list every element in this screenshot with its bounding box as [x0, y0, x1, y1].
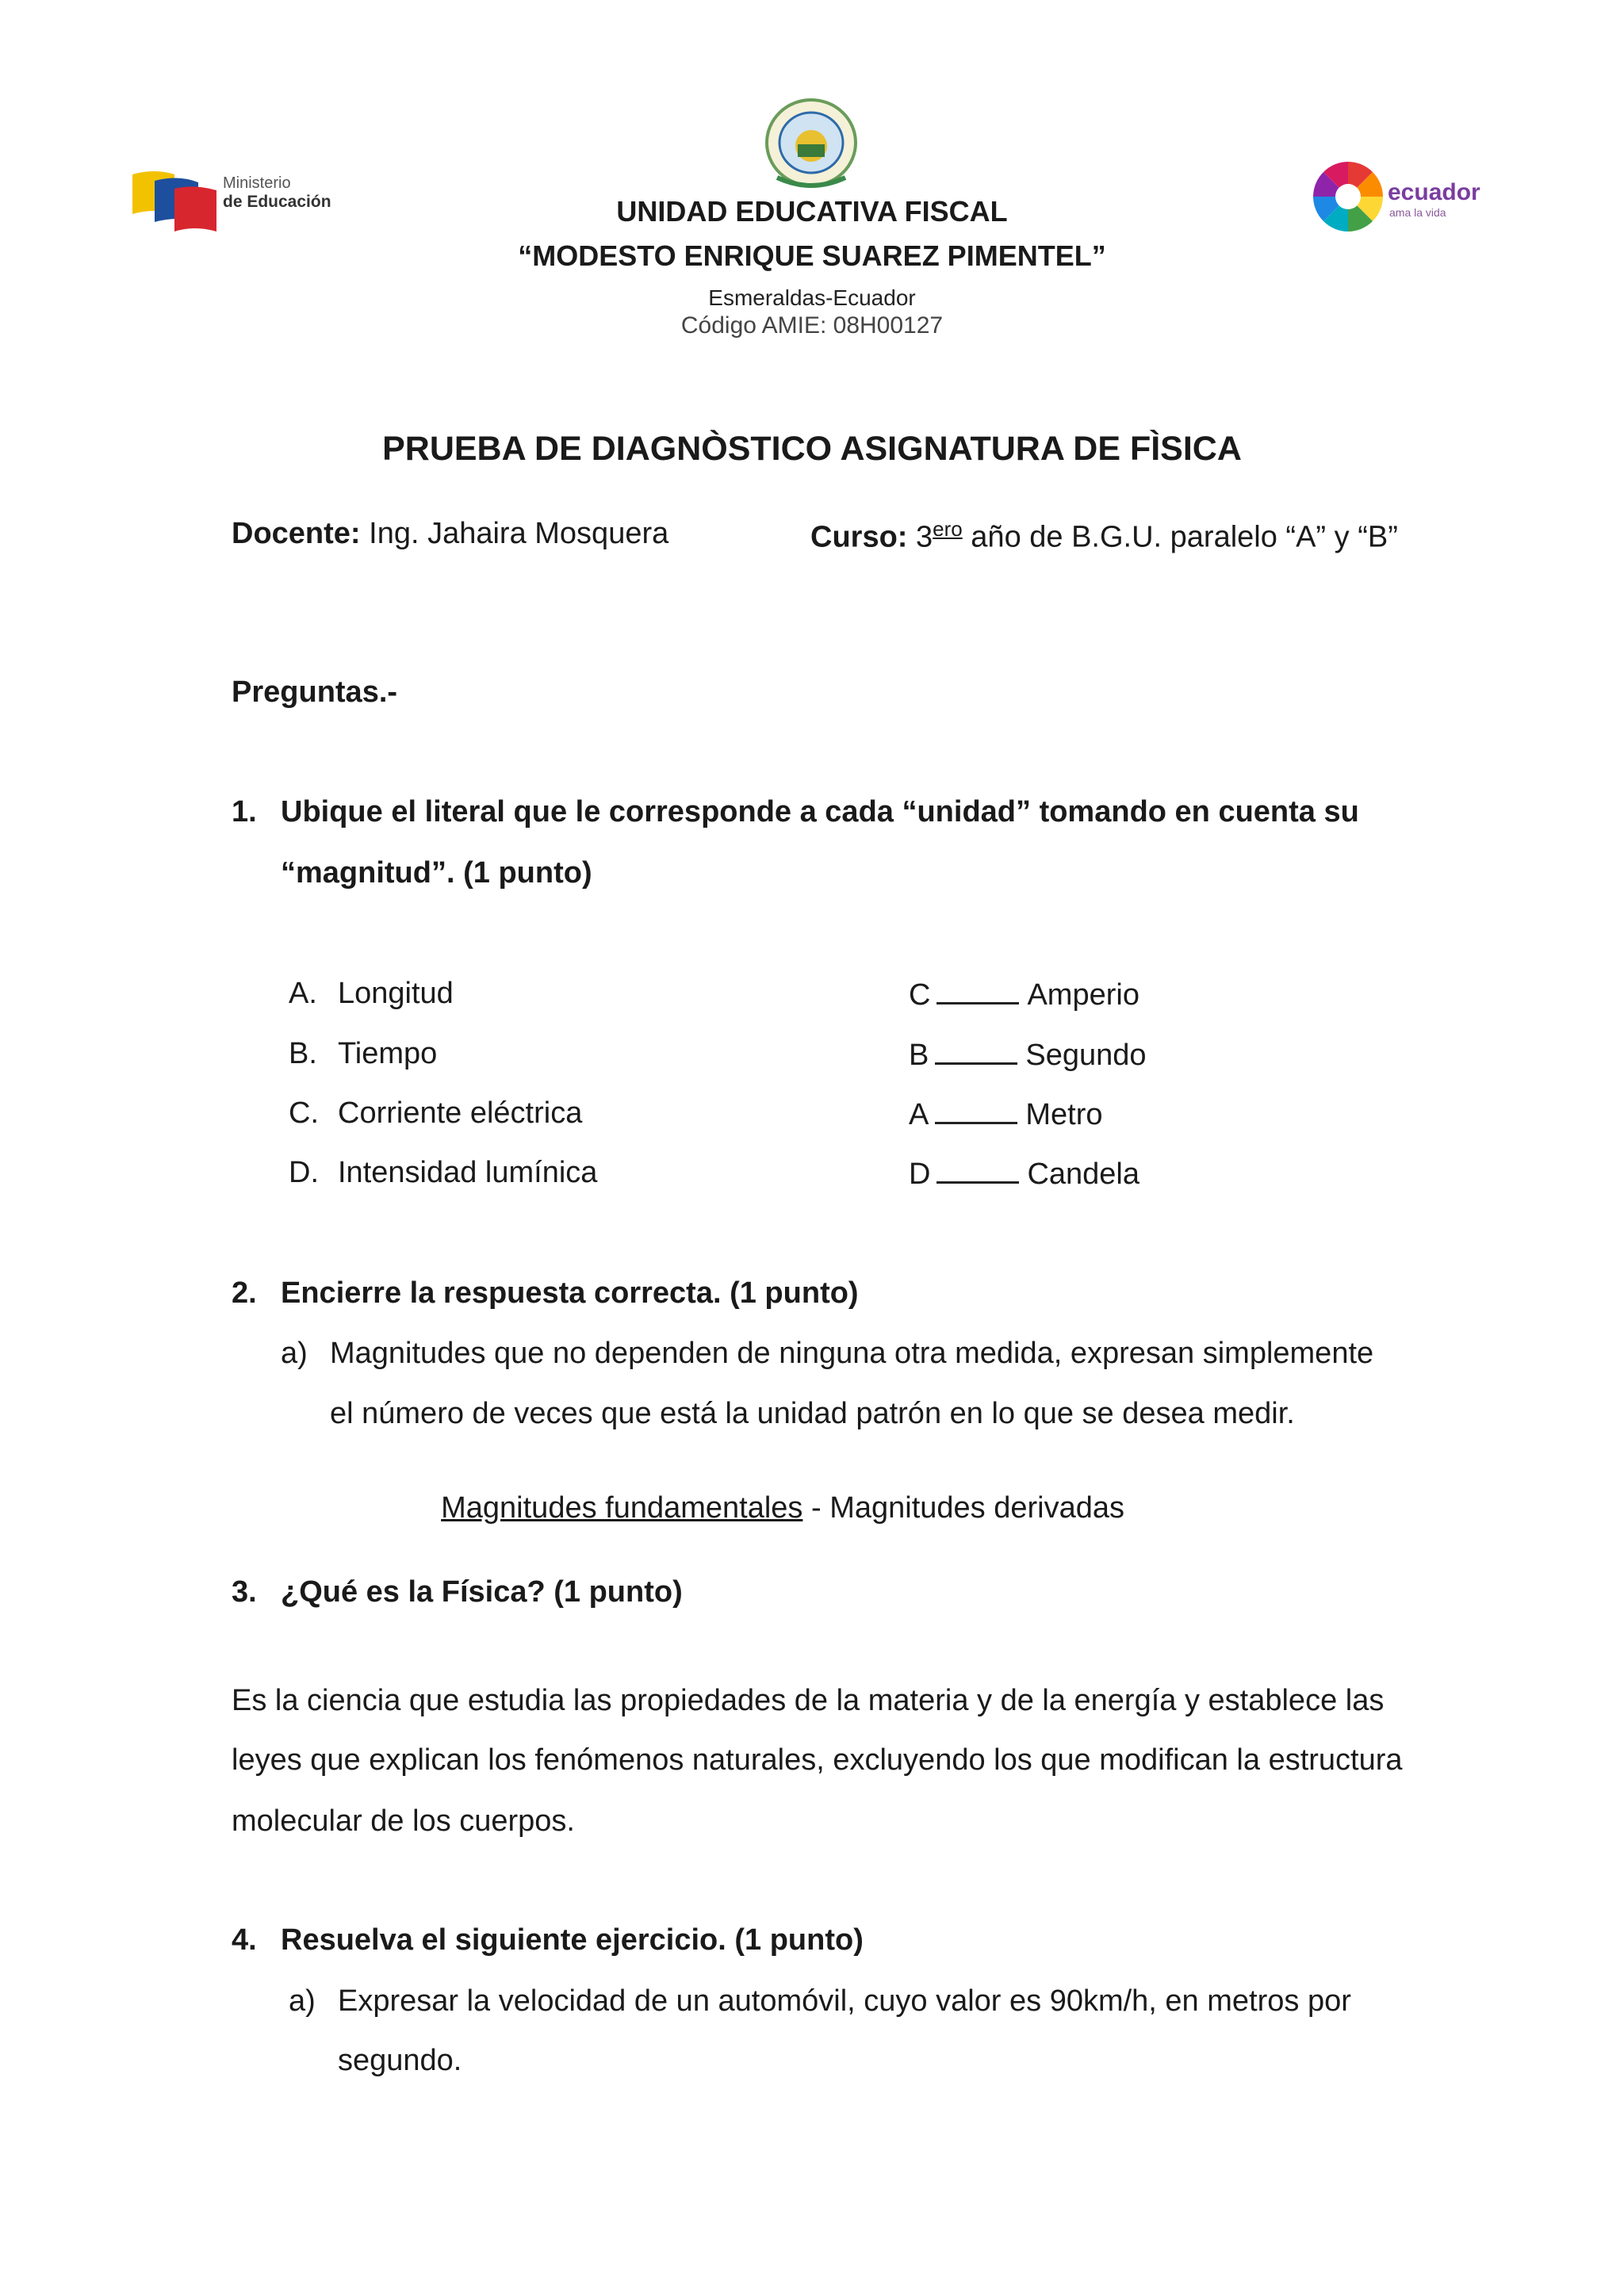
q1-unit: Candela: [1027, 1158, 1140, 1191]
school-crest: [763, 97, 860, 192]
ecuador-brand: ecuador: [1388, 179, 1480, 205]
q3-answer-line3: molecular de los cuerpos.: [232, 1804, 575, 1838]
q1-right-item: [909, 1096, 1103, 1132]
curso-line: [810, 517, 1398, 555]
ministry-line2: de Educación: [223, 193, 331, 211]
q1-left-letter: A.: [289, 977, 317, 1010]
q1-answer: B: [909, 1039, 929, 1072]
school-location: Esmeraldas-Ecuador: [708, 285, 916, 310]
q1-left-item: [289, 1037, 438, 1071]
q2-text: Encierre la respuesta correcta. (1 punto): [281, 1276, 859, 1310]
q1-unit: Metro: [1025, 1098, 1103, 1131]
answer-blank: [935, 1096, 1017, 1124]
q1-left-text: Longitud: [338, 977, 454, 1010]
q1-text-line1: Ubique el literal que le corresponde a cada “unidad” tomando en cuenta su: [281, 795, 1359, 828]
q1-answer: A: [909, 1098, 929, 1131]
q1-right-item: [909, 1156, 1139, 1192]
q3-answer-line1: Es la ciencia que estudia las propiedades de la materia y de la energía y establece las: [232, 1684, 1385, 1717]
q1-left-letter: D.: [289, 1156, 319, 1189]
q1-answer: D: [909, 1158, 931, 1191]
q1-unit: Segundo: [1025, 1039, 1147, 1072]
answer-blank: [936, 977, 1019, 1004]
q1-unit: Amperio: [1027, 978, 1139, 1012]
q2-option-other: Magnitudes derivadas: [829, 1491, 1124, 1525]
questions-heading-text: Preguntas.-: [232, 675, 398, 709]
q1-left-text: Intensidad lumínica: [338, 1156, 598, 1189]
q3-answer-line2: leyes que explican los fenómenos naturales, excluyendo los que modifican la estructura: [232, 1743, 1403, 1777]
school-crest-icon: [763, 97, 860, 192]
ecuador-tagline: ama la vida: [1389, 206, 1446, 219]
q2-options: [424, 1457, 1124, 1525]
q2-sub-line2: el número de veces que está la unidad patrón en lo que se desea medir.: [330, 1397, 1295, 1430]
page-title: PRUEBA DE DIAGNÒSTICO ASIGNATURA DE FÌSICA: [382, 430, 1242, 468]
q3-text: ¿Qué es la Física? (1 punto): [281, 1575, 683, 1609]
q2-number: 2.: [232, 1276, 257, 1310]
q2-option-selected: Magnitudes fundamentales: [441, 1491, 803, 1525]
docente-label: Docente:: [232, 517, 361, 550]
q2-sub-letter: a): [281, 1337, 308, 1370]
curso-number: 3: [916, 520, 933, 554]
q1-right-item: [909, 1037, 1147, 1073]
school-name-line1: UNIDAD EDUCATIVA FISCAL: [616, 195, 1008, 228]
q4-sub-line2: segundo.: [338, 2044, 462, 2077]
curso-rest: año de B.G.U. paralelo “A” y “B”: [971, 520, 1398, 554]
answer-blank: [935, 1037, 1017, 1065]
q1-right-item: [909, 977, 1139, 1012]
curso-label: Curso:: [810, 520, 908, 554]
q4-text: Resuelva el siguiente ejercicio. (1 punto): [281, 1923, 864, 1957]
q4-sub-letter: a): [289, 1984, 316, 2018]
q1-text-line2: “magnitud”. (1 punto): [281, 856, 592, 890]
q1-left-letter: C.: [289, 1096, 319, 1130]
docente-line: [232, 517, 668, 551]
q1-left-text: Tiempo: [338, 1037, 438, 1070]
q4-sub-line1: Expresar la velocidad de un automóvil, cuyo valor es 90km/h, en metros por: [338, 1984, 1351, 2018]
q2-sub-line1: Magnitudes que no dependen de ninguna otra medida, expresan simplemente: [330, 1337, 1374, 1370]
q2-option-separator: -: [802, 1491, 830, 1525]
docente-value: Ing. Jahaira Mosquera: [369, 517, 669, 550]
q3-number: 3.: [232, 1575, 257, 1609]
q1-left-item: [289, 1156, 598, 1190]
q1-answer: C: [909, 978, 931, 1012]
q1-left-item: [289, 1096, 583, 1131]
curso-sup: ero: [933, 517, 963, 541]
q1-left-item: [289, 977, 454, 1011]
answer-blank: [936, 1156, 1019, 1184]
ministry-line1: Ministerio: [223, 174, 291, 192]
questions-heading: [232, 675, 397, 710]
amie-code: Código AMIE: 08H00127: [680, 312, 944, 339]
q1-number: 1.: [232, 795, 257, 828]
q4-number: 4.: [232, 1923, 257, 1957]
school-name-line2: “MODESTO ENRIQUE SUAREZ PIMENTEL”: [518, 239, 1106, 272]
q1-left-text: Corriente eléctrica: [338, 1096, 583, 1130]
q1-left-letter: B.: [289, 1037, 317, 1070]
